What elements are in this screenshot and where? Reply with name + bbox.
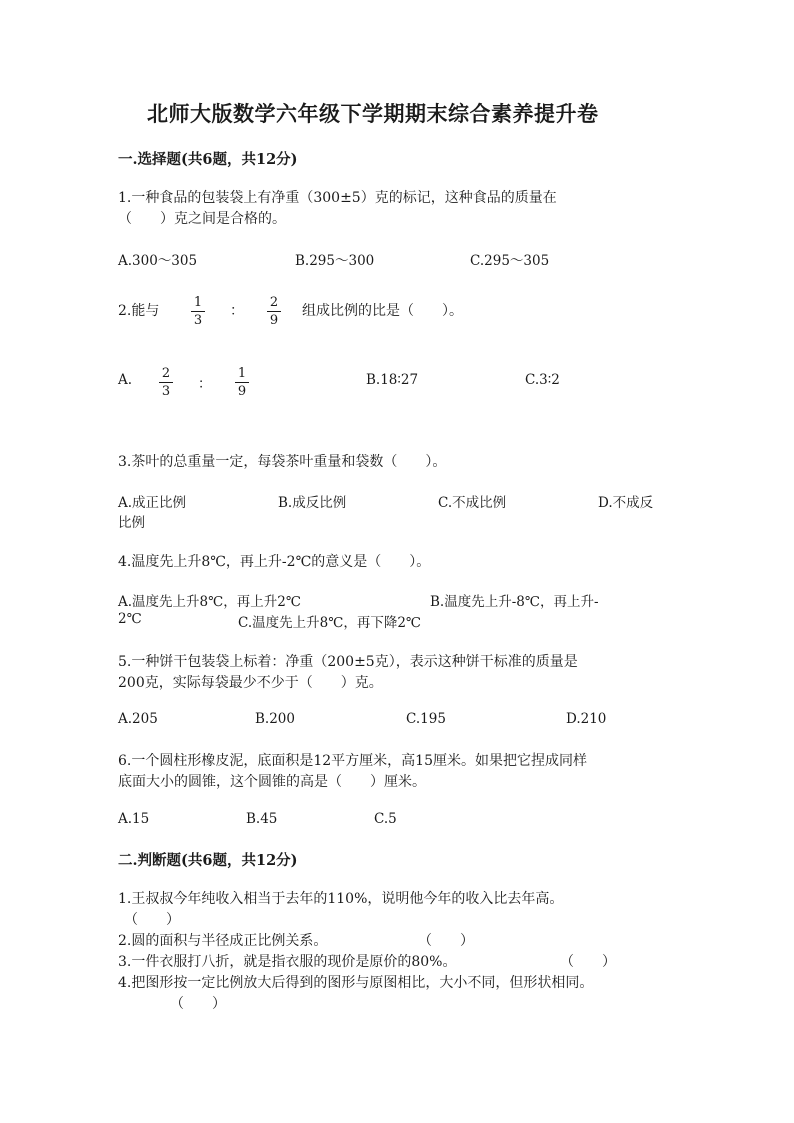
fraction-bar: [191, 311, 205, 312]
q2-option-a-fraction-1: [158, 366, 174, 399]
fraction-numerator: 2: [269, 295, 279, 310]
q5-option-c[interactable]: C.195: [406, 711, 446, 727]
q3-option-d-wrap: 比例: [118, 515, 145, 531]
q5-option-b[interactable]: B.200: [255, 711, 295, 727]
fraction-bar: [267, 311, 281, 312]
q1-option-c[interactable]: C.295～305: [470, 253, 550, 269]
q6-option-a[interactable]: A.15: [118, 811, 150, 827]
fraction-bar: [159, 382, 173, 383]
q6-option-c[interactable]: C.5: [374, 811, 397, 827]
q4-option-b-wrap: 2℃: [118, 611, 142, 627]
q6-option-b[interactable]: B.45: [246, 811, 278, 827]
fraction-denominator: 9: [237, 384, 247, 399]
q3-option-d[interactable]: D.不成反: [598, 495, 654, 511]
page-title: 北师大版数学六年级下学期期末综合素养提升卷: [147, 101, 599, 126]
judge-q2-text: 2.圆的面积与半径成正比例关系。: [118, 933, 328, 949]
fraction-denominator: 9: [269, 313, 279, 328]
judge-q4-line1: 4.把图形按一定比例放大后得到的图形与原图相比，大小不同，但形状相同。: [118, 975, 594, 991]
judge-q2-blank[interactable]: （ ）: [418, 933, 474, 949]
q1-text-line2: （ ）克之间是合格的。: [118, 211, 286, 227]
fraction-denominator: 3: [161, 384, 171, 399]
fraction-bar: [235, 382, 249, 383]
q3-text: 3.茶叶的总重量一定，每袋茶叶重量和袋数（ ）。: [118, 454, 447, 470]
q4-option-a[interactable]: A.温度先上升8℃，再上升2℃: [118, 594, 301, 610]
q2-fraction-1: [190, 295, 206, 328]
judge-q3-text: 3.一件衣服打八折，就是指衣服的现价是原价的80%。: [118, 954, 457, 970]
q1-option-a[interactable]: A.300～305: [118, 253, 198, 269]
q2-option-b[interactable]: B.18∶27: [366, 372, 419, 388]
judge-q1-line1: 1.王叔叔今年纯收入相当于去年的110%，说明他今年的收入比去年高。: [118, 891, 564, 907]
q2-colon: ：: [230, 303, 244, 319]
section-heading-judgement: 二.判断题(共6题，共12分): [118, 852, 298, 869]
q4-option-c[interactable]: C.温度先上升8℃，再下降2℃: [238, 615, 422, 631]
q2-option-a-colon: ：: [198, 376, 212, 392]
judge-q1-blank[interactable]: （ ）: [124, 912, 180, 928]
fraction-denominator: 3: [193, 313, 203, 328]
q5-option-d[interactable]: D.210: [566, 711, 607, 727]
q3-option-b[interactable]: B.成反比例: [278, 495, 347, 511]
q2-fraction-2: [266, 295, 282, 328]
fraction-numerator: 1: [237, 366, 247, 381]
q2-option-a-label[interactable]: A.: [118, 372, 133, 388]
q4-text: 4.温度先上升8℃，再上升-2℃的意义是（ ）。: [118, 554, 431, 570]
fraction-numerator: 2: [161, 366, 171, 381]
q4-option-b[interactable]: B.温度先上升-8℃，再上升-: [430, 594, 599, 610]
q2-prefix: 2.能与: [118, 303, 160, 319]
q1-text-line1: 1.一种食品的包装袋上有净重（300±5）克的标记，这种食品的质量在: [118, 190, 557, 206]
judge-q4-blank[interactable]: （ ）: [170, 996, 226, 1012]
q2-suffix: 组成比例的比是（ ）。: [302, 303, 463, 319]
judge-q3-blank[interactable]: （ ）: [560, 954, 616, 970]
section-heading-choice: 一.选择题(共6题，共12分): [118, 151, 298, 168]
q2-option-a-fraction-2: [234, 366, 250, 399]
q3-option-a[interactable]: A.成正比例: [118, 495, 187, 511]
q5-option-a[interactable]: A.205: [118, 711, 158, 727]
q2-option-c[interactable]: C.3∶2: [525, 372, 560, 388]
q1-option-b[interactable]: B.295～300: [295, 253, 375, 269]
q5-text-line1: 5.一种饼干包装袋上标着：净重（200±5克），表示这种饼干标准的质量是: [118, 654, 578, 670]
fraction-numerator: 1: [193, 295, 203, 310]
q6-text-line2: 底面大小的圆锥，这个圆锥的高是（ ）厘米。: [118, 774, 426, 790]
q3-option-c[interactable]: C.不成比例: [438, 495, 507, 511]
q5-text-line2: 200克，实际每袋最少不少于（ ）克。: [118, 675, 383, 691]
q6-text-line1: 6.一个圆柱形橡皮泥，底面积是12平方厘米，高15厘米。如果把它捏成同样: [118, 753, 587, 769]
